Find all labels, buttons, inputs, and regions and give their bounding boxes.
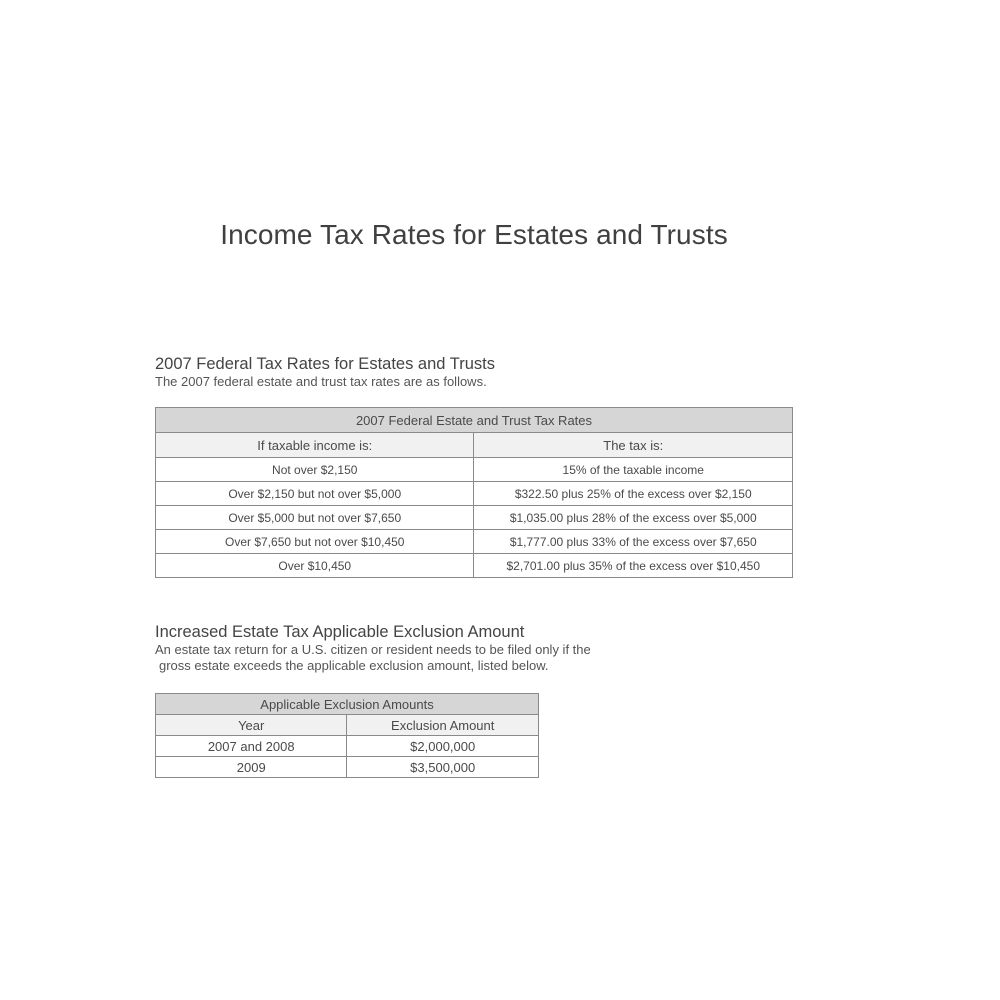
- table-cell: $1,035.00 plus 28% of the excess over $5,000: [474, 506, 793, 530]
- table-cell: Over $2,150 but not over $5,000: [156, 482, 474, 506]
- column-header-tax: The tax is:: [474, 433, 793, 458]
- description-line: An estate tax return for a U.S. citizen or resident needs to be filed only if the: [155, 642, 591, 657]
- table-cell: 2009: [156, 757, 347, 778]
- table-row: [156, 482, 793, 506]
- table-cell: 15% of the taxable income: [474, 458, 793, 482]
- description-line: gross estate exceeds the applicable exclusion amount, listed below.: [159, 658, 549, 673]
- table-row: [156, 757, 539, 778]
- table-cell: $322.50 plus 25% of the excess over $2,150: [474, 482, 793, 506]
- table-caption: 2007 Federal Estate and Trust Tax Rates: [156, 408, 793, 433]
- section-description: The 2007 federal estate and trust tax rates are as follows.: [155, 374, 487, 389]
- section-heading: Increased Estate Tax Applicable Exclusion Amount: [155, 623, 525, 641]
- table-cell: 2007 and 2008: [156, 736, 347, 757]
- column-header-taxable-income: If taxable income is:: [156, 433, 474, 458]
- table-row: [156, 458, 793, 482]
- section-exclusion-amount: [155, 622, 591, 674]
- table-cell: $2,701.00 plus 35% of the excess over $10,450: [474, 554, 793, 578]
- page-title: Income Tax Rates for Estates and Trusts: [220, 219, 728, 250]
- table-row: [156, 530, 793, 554]
- section-heading: 2007 Federal Tax Rates for Estates and Trusts: [155, 355, 495, 373]
- table-cell: $3,500,000: [347, 757, 539, 778]
- table-cell: $2,000,000: [347, 736, 539, 757]
- table-cell: $1,777.00 plus 33% of the excess over $7,650: [474, 530, 793, 554]
- exclusion-amounts-table: [155, 693, 539, 778]
- section-description: [155, 642, 591, 674]
- table-caption: Applicable Exclusion Amounts: [156, 694, 539, 715]
- table-row: [156, 554, 793, 578]
- table-row: [156, 736, 539, 757]
- table-cell: Not over $2,150: [156, 458, 474, 482]
- column-header-year: Year: [156, 715, 347, 736]
- table-cell: Over $7,650 but not over $10,450: [156, 530, 474, 554]
- column-header-exclusion-amount: Exclusion Amount: [347, 715, 539, 736]
- section-tax-rates: [155, 354, 495, 390]
- table-cell: Over $10,450: [156, 554, 474, 578]
- table-cell: Over $5,000 but not over $7,650: [156, 506, 474, 530]
- table-row: [156, 506, 793, 530]
- tax-rates-table: [155, 407, 793, 578]
